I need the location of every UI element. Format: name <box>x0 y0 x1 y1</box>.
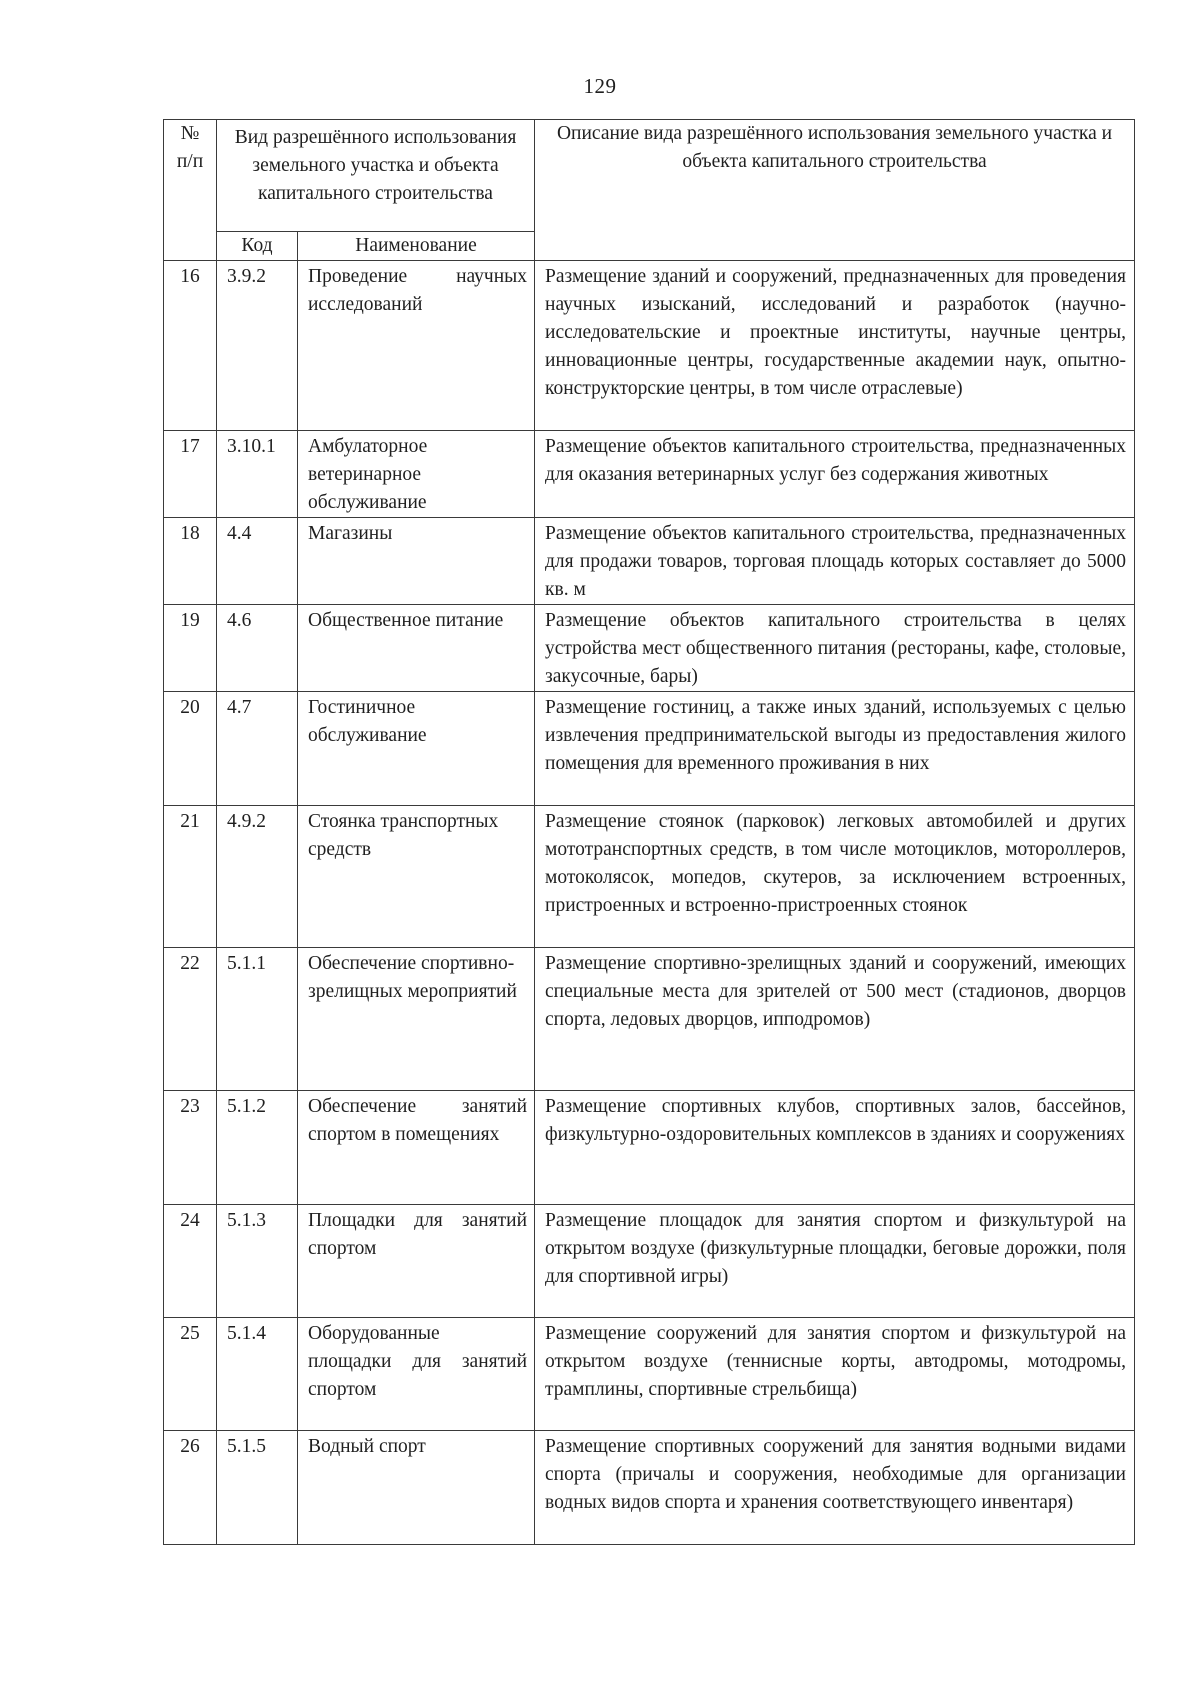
land-use-table <box>163 119 1135 1545</box>
row-number: 17 <box>164 431 217 518</box>
row-code: 5.1.3 <box>217 1205 298 1318</box>
row-description: Размещение зданий и сооружений, предназначенных для проведения научных изысканий, исследований и разработок (научно-исследовательские и проектные институты, научные центры, инновационные центры, государственные академии наук, опытно-конструкторские центры, в том числе отраслевые) <box>535 261 1135 431</box>
header-code: Код <box>217 232 298 261</box>
row-name: Стоянка транспортных средств <box>298 806 535 948</box>
row-code: 4.6 <box>217 605 298 692</box>
row-name: Магазины <box>298 518 535 605</box>
row-code: 5.1.1 <box>217 948 298 1091</box>
table-row <box>164 1431 1135 1545</box>
header-number-symbol: № <box>180 123 200 144</box>
row-number: 21 <box>164 806 217 948</box>
row-description: Размещение объектов капитального строительства, предназначенных для оказания ветеринарных услуг без содержания животных <box>535 431 1135 518</box>
row-number: 23 <box>164 1091 217 1205</box>
header-permitted-use-group: Вид разрешённого использования земельного участка и объекта капитального строительства <box>217 120 535 232</box>
row-name: Общественное питание <box>298 605 535 692</box>
table-row <box>164 1205 1135 1318</box>
row-number: 25 <box>164 1318 217 1431</box>
row-name: Гостиничное обслуживание <box>298 692 535 806</box>
row-name: Обеспечение занятий спортом в помещениях <box>298 1091 535 1205</box>
row-number: 19 <box>164 605 217 692</box>
row-name: Проведение научных исследований <box>298 261 535 431</box>
table-row <box>164 806 1135 948</box>
table-row <box>164 261 1135 431</box>
row-code: 4.4 <box>217 518 298 605</box>
table-body <box>164 261 1135 1545</box>
header-number-abbr: п/п <box>176 151 204 172</box>
row-name: Площадки для занятий спортом <box>298 1205 535 1318</box>
row-description: Размещение стоянок (парковок) легковых автомобилей и других мототранспортных средств, в том числе мотоциклов, мотороллеров, мотоколясок, мопедов, скутеров, за исключением встроенных, пристроенных и встроенно-пристроенных стоянок <box>535 806 1135 948</box>
row-description: Размещение спортивно-зрелищных зданий и сооружений, имеющих специальные места для зрителей от 500 мест (стадионов, дворцов спорта, ледовых дворцов, ипподромов) <box>535 948 1135 1091</box>
row-number: 18 <box>164 518 217 605</box>
row-name: Оборудованные площадки для занятий спортом <box>298 1318 535 1431</box>
table-row <box>164 518 1135 605</box>
row-code: 5.1.4 <box>217 1318 298 1431</box>
row-name: Обеспечение спортивно-зрелищных мероприятий <box>298 948 535 1091</box>
header-number-cell <box>164 120 217 261</box>
header-description: Описание вида разрешённого использования земельного участка и объекта капитального строительства <box>535 120 1135 261</box>
row-number: 16 <box>164 261 217 431</box>
row-number: 24 <box>164 1205 217 1318</box>
table-row <box>164 948 1135 1091</box>
row-description: Размещение гостиниц, а также иных зданий, используемых с целью извлечения предпринимательской выгоды из предоставления жилого помещения для временного проживания в них <box>535 692 1135 806</box>
row-code: 5.1.2 <box>217 1091 298 1205</box>
header-name: Наименование <box>298 232 535 261</box>
page-number: 129 <box>583 74 617 98</box>
row-number: 20 <box>164 692 217 806</box>
table-row <box>164 692 1135 806</box>
row-code: 4.9.2 <box>217 806 298 948</box>
row-code: 3.9.2 <box>217 261 298 431</box>
table-row <box>164 1091 1135 1205</box>
row-number: 22 <box>164 948 217 1091</box>
row-description: Размещение площадок для занятия спортом и физкультурой на открытом воздухе (физкультурные площадки, беговые дорожки, поля для спортивной игры) <box>535 1205 1135 1318</box>
row-description: Размещение спортивных сооружений для занятия водными видами спорта (причалы и сооружения, необходимые для организации водных видов спорта и хранения соответствующего инвентаря) <box>535 1431 1135 1545</box>
row-code: 3.10.1 <box>217 431 298 518</box>
row-code: 4.7 <box>217 692 298 806</box>
table-header <box>164 120 1135 261</box>
row-description: Размещение объектов капитального строительства в целях устройства мест общественного питания (рестораны, кафе, столовые, закусочные, бары) <box>535 605 1135 692</box>
row-name: Водный спорт <box>298 1431 535 1545</box>
table-row <box>164 431 1135 518</box>
table-row <box>164 1318 1135 1431</box>
row-description: Размещение объектов капитального строительства, предназначенных для продажи товаров, торговая площадь которых составляет до 5000 кв. м <box>535 518 1135 605</box>
row-code: 5.1.5 <box>217 1431 298 1545</box>
table-row <box>164 605 1135 692</box>
row-name: Амбулаторное ветеринарное обслуживание <box>298 431 535 518</box>
row-description: Размещение сооружений для занятия спортом и физкультурой на открытом воздухе (теннисные корты, автодромы, мотодромы, трамплины, спортивные стрельбища) <box>535 1318 1135 1431</box>
row-number: 26 <box>164 1431 217 1545</box>
row-description: Размещение спортивных клубов, спортивных залов, бассейнов, физкультурно-оздоровительных комплексов в зданиях и сооружениях <box>535 1091 1135 1205</box>
